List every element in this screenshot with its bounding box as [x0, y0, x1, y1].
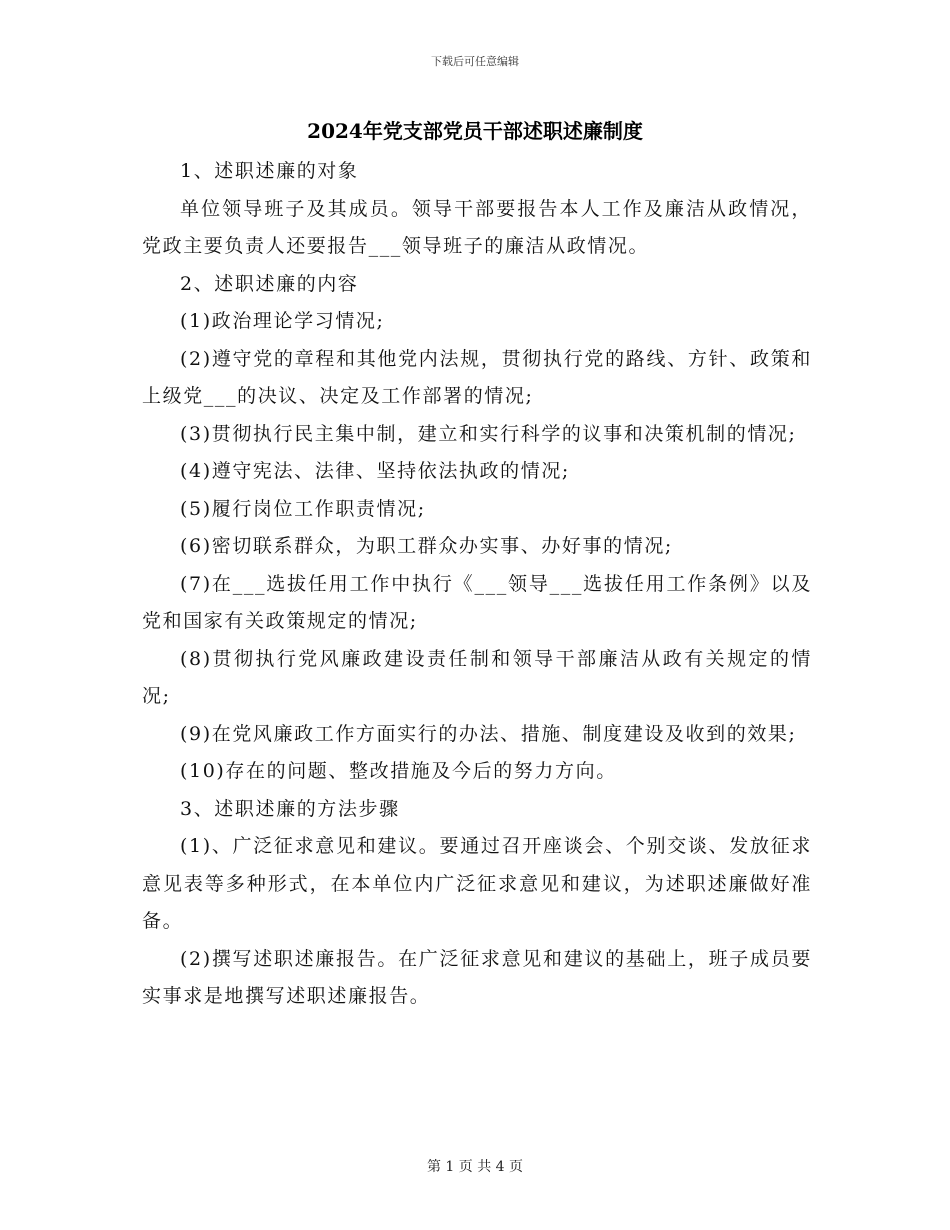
list-item: (2)撰写述职述廉报告。在广泛征求意见和建议的基础上，班子成员要实事求是地撰写述职述廉报告。 — [142, 947, 812, 1007]
list-item: (5)履行岗位工作职责情况; — [180, 497, 426, 520]
list-item: (4)遵守宪法、法律、坚持依法执政的情况; — [180, 460, 570, 482]
list-item: (2)遵守党的章程和其他党内法规，贯彻执行党的路线、方针、政策和上级党___的决议、决定及工作部署的情况; — [142, 347, 812, 407]
section-heading-1: 1、述职述廉的对象 — [180, 160, 359, 182]
list-item: (7)在___选拔任用工作中执行《___领导___选拔任用工作条例》以及党和国家有关政策规定的情况; — [142, 572, 812, 632]
paragraph: 单位领导班子及其成员。领导干部要报告本人工作及廉洁从政情况，党政主要负责人还要报告___领导班子的廉洁从政情况。 — [142, 197, 812, 257]
page-header-note: 下载后可任意编辑 — [431, 55, 519, 68]
section-heading-2: 2、述职述廉的内容 — [180, 272, 359, 295]
list-item: (10)存在的问题、整改措施及今后的努力方向。 — [180, 760, 617, 782]
list-item: (8)贯彻执行党风廉政建设责任制和领导干部廉洁从政有关规定的情况; — [142, 647, 812, 707]
document-body — [142, 153, 812, 1016]
page-number-footer: 第 1 页 共 4 页 — [426, 1159, 524, 1175]
document-title: 2024年党支部党员干部述职述廉制度 — [307, 119, 643, 143]
list-item: (1)政治理论学习情况; — [180, 310, 385, 332]
list-item: (1)、广泛征求意见和建议。要通过召开座谈会、个别交谈、发放征求意见表等多种形式，在本单位内广泛征求意见和建议，为述职述廉做好准备。 — [142, 835, 812, 932]
list-item: (6)密切联系群众，为职工群众办实事、办好事的情况; — [180, 535, 673, 557]
list-item: (9)在党风廉政工作方面实行的办法、措施、制度建设及收到的效果; — [180, 722, 797, 745]
section-heading-3: 3、述职述廉的方法步骤 — [180, 797, 400, 820]
list-item: (3)贯彻执行民主集中制，建立和实行科学的议事和决策机制的情况; — [180, 422, 797, 445]
